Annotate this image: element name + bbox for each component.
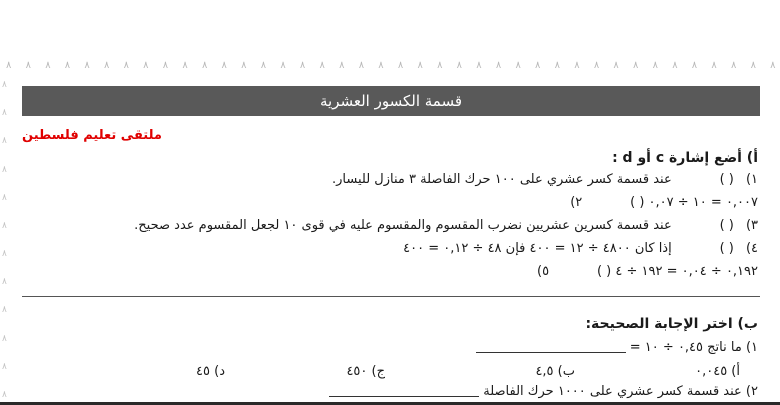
answer-blank[interactable]: ( ) [596, 264, 612, 279]
item-text: إذا كان ٤٨٠٠ ÷ ١٢ = ٤٠٠ فإن ٤٨ ÷ ٠,١٢ = ٤٠٠ [403, 241, 672, 256]
question-text: ١) ما ناتج ٠,٤٥ ÷ ١٠ = [629, 340, 758, 355]
answer-line[interactable] [476, 352, 626, 353]
item-number: ٤) [745, 241, 758, 256]
answer-blank[interactable]: ( ) [719, 241, 734, 256]
item-number: ٥) [537, 264, 550, 279]
section-b-question-1 [476, 340, 758, 355]
option-d[interactable]: د) ٤٥ [196, 364, 225, 379]
section-a-item-1 [332, 172, 758, 187]
item-number: ٣) [745, 218, 758, 233]
section-a-item-2 [562, 195, 758, 210]
section-a-item-4 [403, 241, 758, 256]
section-b-heading: ب) اختر الإجابة الصحيحة: [585, 316, 758, 332]
decorative-border-left: ٨ ٨ ٨ ٨ ٨ ٨ ٨ ٨ ٨ ٨ ٨ ٨ [2, 80, 7, 400]
question-text: ٢) عند قسمة كسر عشري على ١٠٠٠ حرك الفاصلة [483, 384, 758, 399]
option-c[interactable]: ج) ٤٥٠ [346, 364, 385, 379]
item-text: عند قسمة كسرين عشريين نضرب المقسوم والمقسوم عليه في قوى ١٠ لجعل المقسوم عدد صحيح. [134, 218, 672, 233]
forum-label: ملتقى تعليم فلسطين [22, 128, 162, 143]
item-text: عند قسمة كسر عشري على ١٠٠ حرك الفاصلة ٣ منازل لليسار. [332, 172, 672, 187]
item-text: ٠,٠٠٧ = ١٠ ÷ ٠,٠٧ [648, 195, 758, 210]
section-divider [22, 296, 760, 297]
section-a-heading: أ) أضع إشارة c أو d : [612, 150, 758, 166]
option-a[interactable]: أ) ٠,٠٤٥ [695, 364, 740, 379]
answer-blank[interactable]: ( ) [719, 218, 734, 233]
answer-line[interactable] [329, 396, 479, 397]
item-text: ٠,١٩٢ ÷ ٠,٠٤ = ١٩٢ ÷ ٤ [615, 264, 758, 279]
section-b-question-2 [329, 384, 758, 399]
answer-blank[interactable]: ( ) [630, 195, 645, 210]
item-number: ١) [745, 172, 758, 187]
section-a-item-5 [529, 264, 758, 279]
option-b[interactable]: ب) ٤,٥ [535, 364, 575, 379]
worksheet-title: قسمة الكسور العشرية [22, 86, 760, 116]
decorative-border-top: ٨ ٨ ٨ ٨ ٨ ٨ ٨ ٨ ٨ ٨ ٨ ٨ ٨ ٨ ٨ ٨ ٨ ٨ ٨ ٨ ٨ ٨ ٨ ٨ ٨ ٨ ٨ ٨ ٨ ٨ ٨ ٨ ٨ ٨ ٨ ٨ ٨ ٨ ٨ ٨ [6, 60, 776, 71]
item-number: ٢) [570, 195, 583, 210]
section-a-item-3 [134, 218, 758, 233]
answer-blank[interactable]: ( ) [719, 172, 734, 187]
